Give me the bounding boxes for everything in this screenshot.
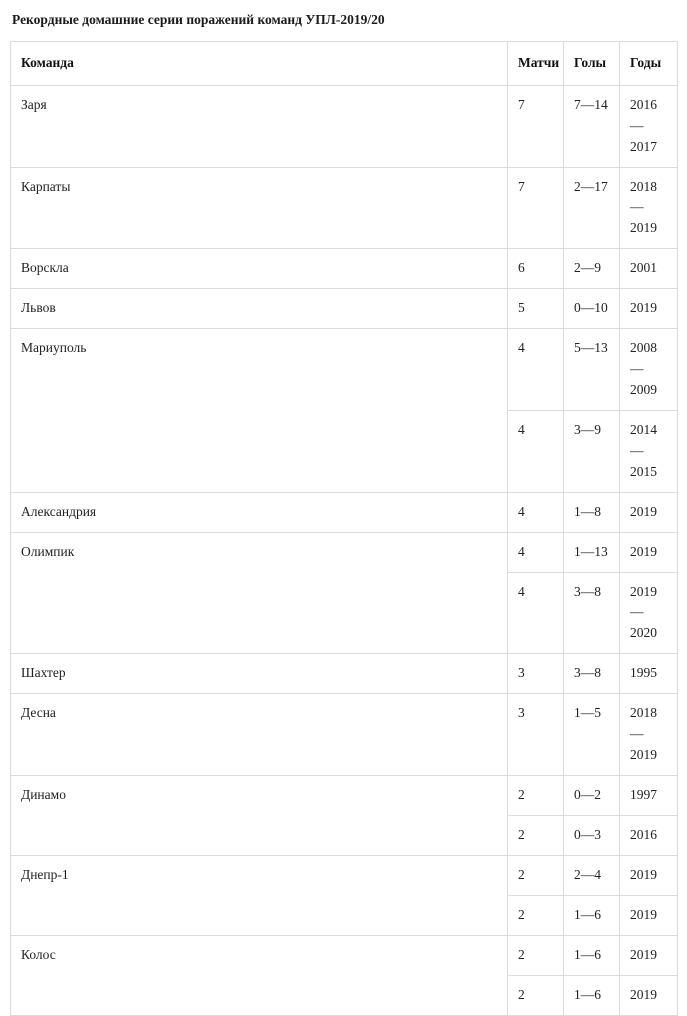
page-title: Рекордные домашние серии поражений команд УПЛ-2019/20 (12, 12, 385, 27)
cell-matches: 6 (508, 249, 564, 289)
cell-years (620, 249, 678, 289)
cell-matches: 4 (508, 492, 564, 532)
cell-years (620, 85, 678, 167)
column-header-goals: Голы (564, 41, 620, 85)
years-line-primary: 2001 (630, 260, 657, 276)
cell-goals: 2—9 (564, 249, 620, 289)
years-line-primary: 2019 (630, 866, 657, 882)
years-line-primary: 2018— (630, 705, 657, 742)
cell-team: Мариуполь (11, 329, 508, 493)
years-line-primary: 2019 (630, 986, 657, 1002)
cell-matches: 4 (508, 329, 564, 411)
cell-matches: 3 (508, 694, 564, 776)
table-row (11, 249, 678, 289)
years-line-primary: 2019 (630, 946, 657, 962)
cell-matches: 3 (508, 654, 564, 694)
cell-years (620, 895, 678, 935)
cell-years (620, 855, 678, 895)
cell-matches: 2 (508, 895, 564, 935)
cell-team: Шахтер (11, 654, 508, 694)
table-body (11, 85, 678, 1015)
cell-goals: 3—8 (564, 654, 620, 694)
table-row (11, 492, 678, 532)
years-line-secondary: 2015 (630, 463, 657, 479)
years-line-primary: 2019 (630, 503, 657, 519)
cell-matches: 7 (508, 85, 564, 167)
table-row (11, 694, 678, 776)
cell-years (620, 776, 678, 816)
years-line-primary: 1995 (630, 665, 657, 681)
cell-years (620, 654, 678, 694)
records-table (10, 41, 678, 1016)
cell-years (620, 815, 678, 855)
years-line-primary: 2008— (630, 340, 657, 377)
cell-goals: 1—6 (564, 895, 620, 935)
cell-goals: 3—9 (564, 410, 620, 492)
column-header-team: Команда (11, 41, 508, 85)
years-line-primary: 2019 (630, 543, 657, 559)
cell-goals: 1—8 (564, 492, 620, 532)
cell-team: Динамо (11, 776, 508, 856)
cell-matches: 2 (508, 815, 564, 855)
cell-goals: 2—17 (564, 167, 620, 249)
cell-years (620, 694, 678, 776)
cell-goals: 2—4 (564, 855, 620, 895)
table-row (11, 654, 678, 694)
cell-years (620, 935, 678, 975)
years-line-primary: 1997 (630, 787, 657, 802)
years-line-primary: 2018— (630, 178, 657, 215)
cell-matches: 4 (508, 572, 564, 654)
years-line-primary: 2019 (630, 300, 657, 316)
cell-team: Днепр-1 (11, 855, 508, 935)
table-row (11, 289, 678, 329)
table-row (11, 776, 678, 816)
years-line-primary: 2019— (630, 583, 657, 620)
cell-matches: 4 (508, 532, 564, 572)
cell-team: Карпаты (11, 167, 508, 249)
cell-years (620, 975, 678, 1015)
years-line-primary: 2014— (630, 421, 657, 458)
table-header (11, 41, 678, 85)
years-line-primary: 2016 (630, 826, 657, 842)
table-row (11, 935, 678, 975)
cell-goals: 1—6 (564, 975, 620, 1015)
years-line-secondary: 2019 (630, 220, 657, 236)
cell-team: Заря (11, 85, 508, 167)
years-line-primary: 2019 (630, 906, 657, 922)
column-header-years: Годы (620, 41, 678, 85)
cell-matches: 2 (508, 855, 564, 895)
years-line-primary: 2016— (630, 96, 657, 133)
table-row (11, 532, 678, 572)
cell-team: Колос (11, 935, 508, 1015)
cell-team: Олимпик (11, 532, 508, 654)
cell-goals: 5—13 (564, 329, 620, 411)
table-header-row (11, 41, 678, 85)
cell-years (620, 329, 678, 411)
cell-years (620, 572, 678, 654)
cell-goals: 0—2 (564, 776, 620, 816)
table-row (11, 167, 678, 249)
cell-matches: 4 (508, 410, 564, 492)
years-line-secondary: 2019 (630, 747, 657, 763)
cell-matches: 2 (508, 776, 564, 816)
cell-matches: 2 (508, 935, 564, 975)
years-line-secondary: 2017 (630, 138, 657, 154)
years-line-secondary: 2009 (630, 382, 657, 398)
cell-goals: 1—5 (564, 694, 620, 776)
table-row (11, 85, 678, 167)
cell-years (620, 532, 678, 572)
cell-years (620, 167, 678, 249)
cell-years (620, 410, 678, 492)
table-row (11, 855, 678, 895)
cell-goals: 1—13 (564, 532, 620, 572)
cell-matches: 7 (508, 167, 564, 249)
cell-team: Львов (11, 289, 508, 329)
cell-matches: 5 (508, 289, 564, 329)
cell-goals: 3—8 (564, 572, 620, 654)
cell-matches: 2 (508, 975, 564, 1015)
table-row (11, 329, 678, 411)
cell-years (620, 289, 678, 329)
cell-goals: 1—6 (564, 935, 620, 975)
cell-goals: 7—14 (564, 85, 620, 167)
cell-team: Александрия (11, 492, 508, 532)
cell-goals: 0—3 (564, 815, 620, 855)
years-line-secondary: 2020 (630, 625, 657, 641)
cell-years (620, 492, 678, 532)
column-header-matches: Матчи (508, 41, 564, 85)
cell-team: Десна (11, 694, 508, 776)
cell-goals: 0—10 (564, 289, 620, 329)
cell-team: Ворскла (11, 249, 508, 289)
